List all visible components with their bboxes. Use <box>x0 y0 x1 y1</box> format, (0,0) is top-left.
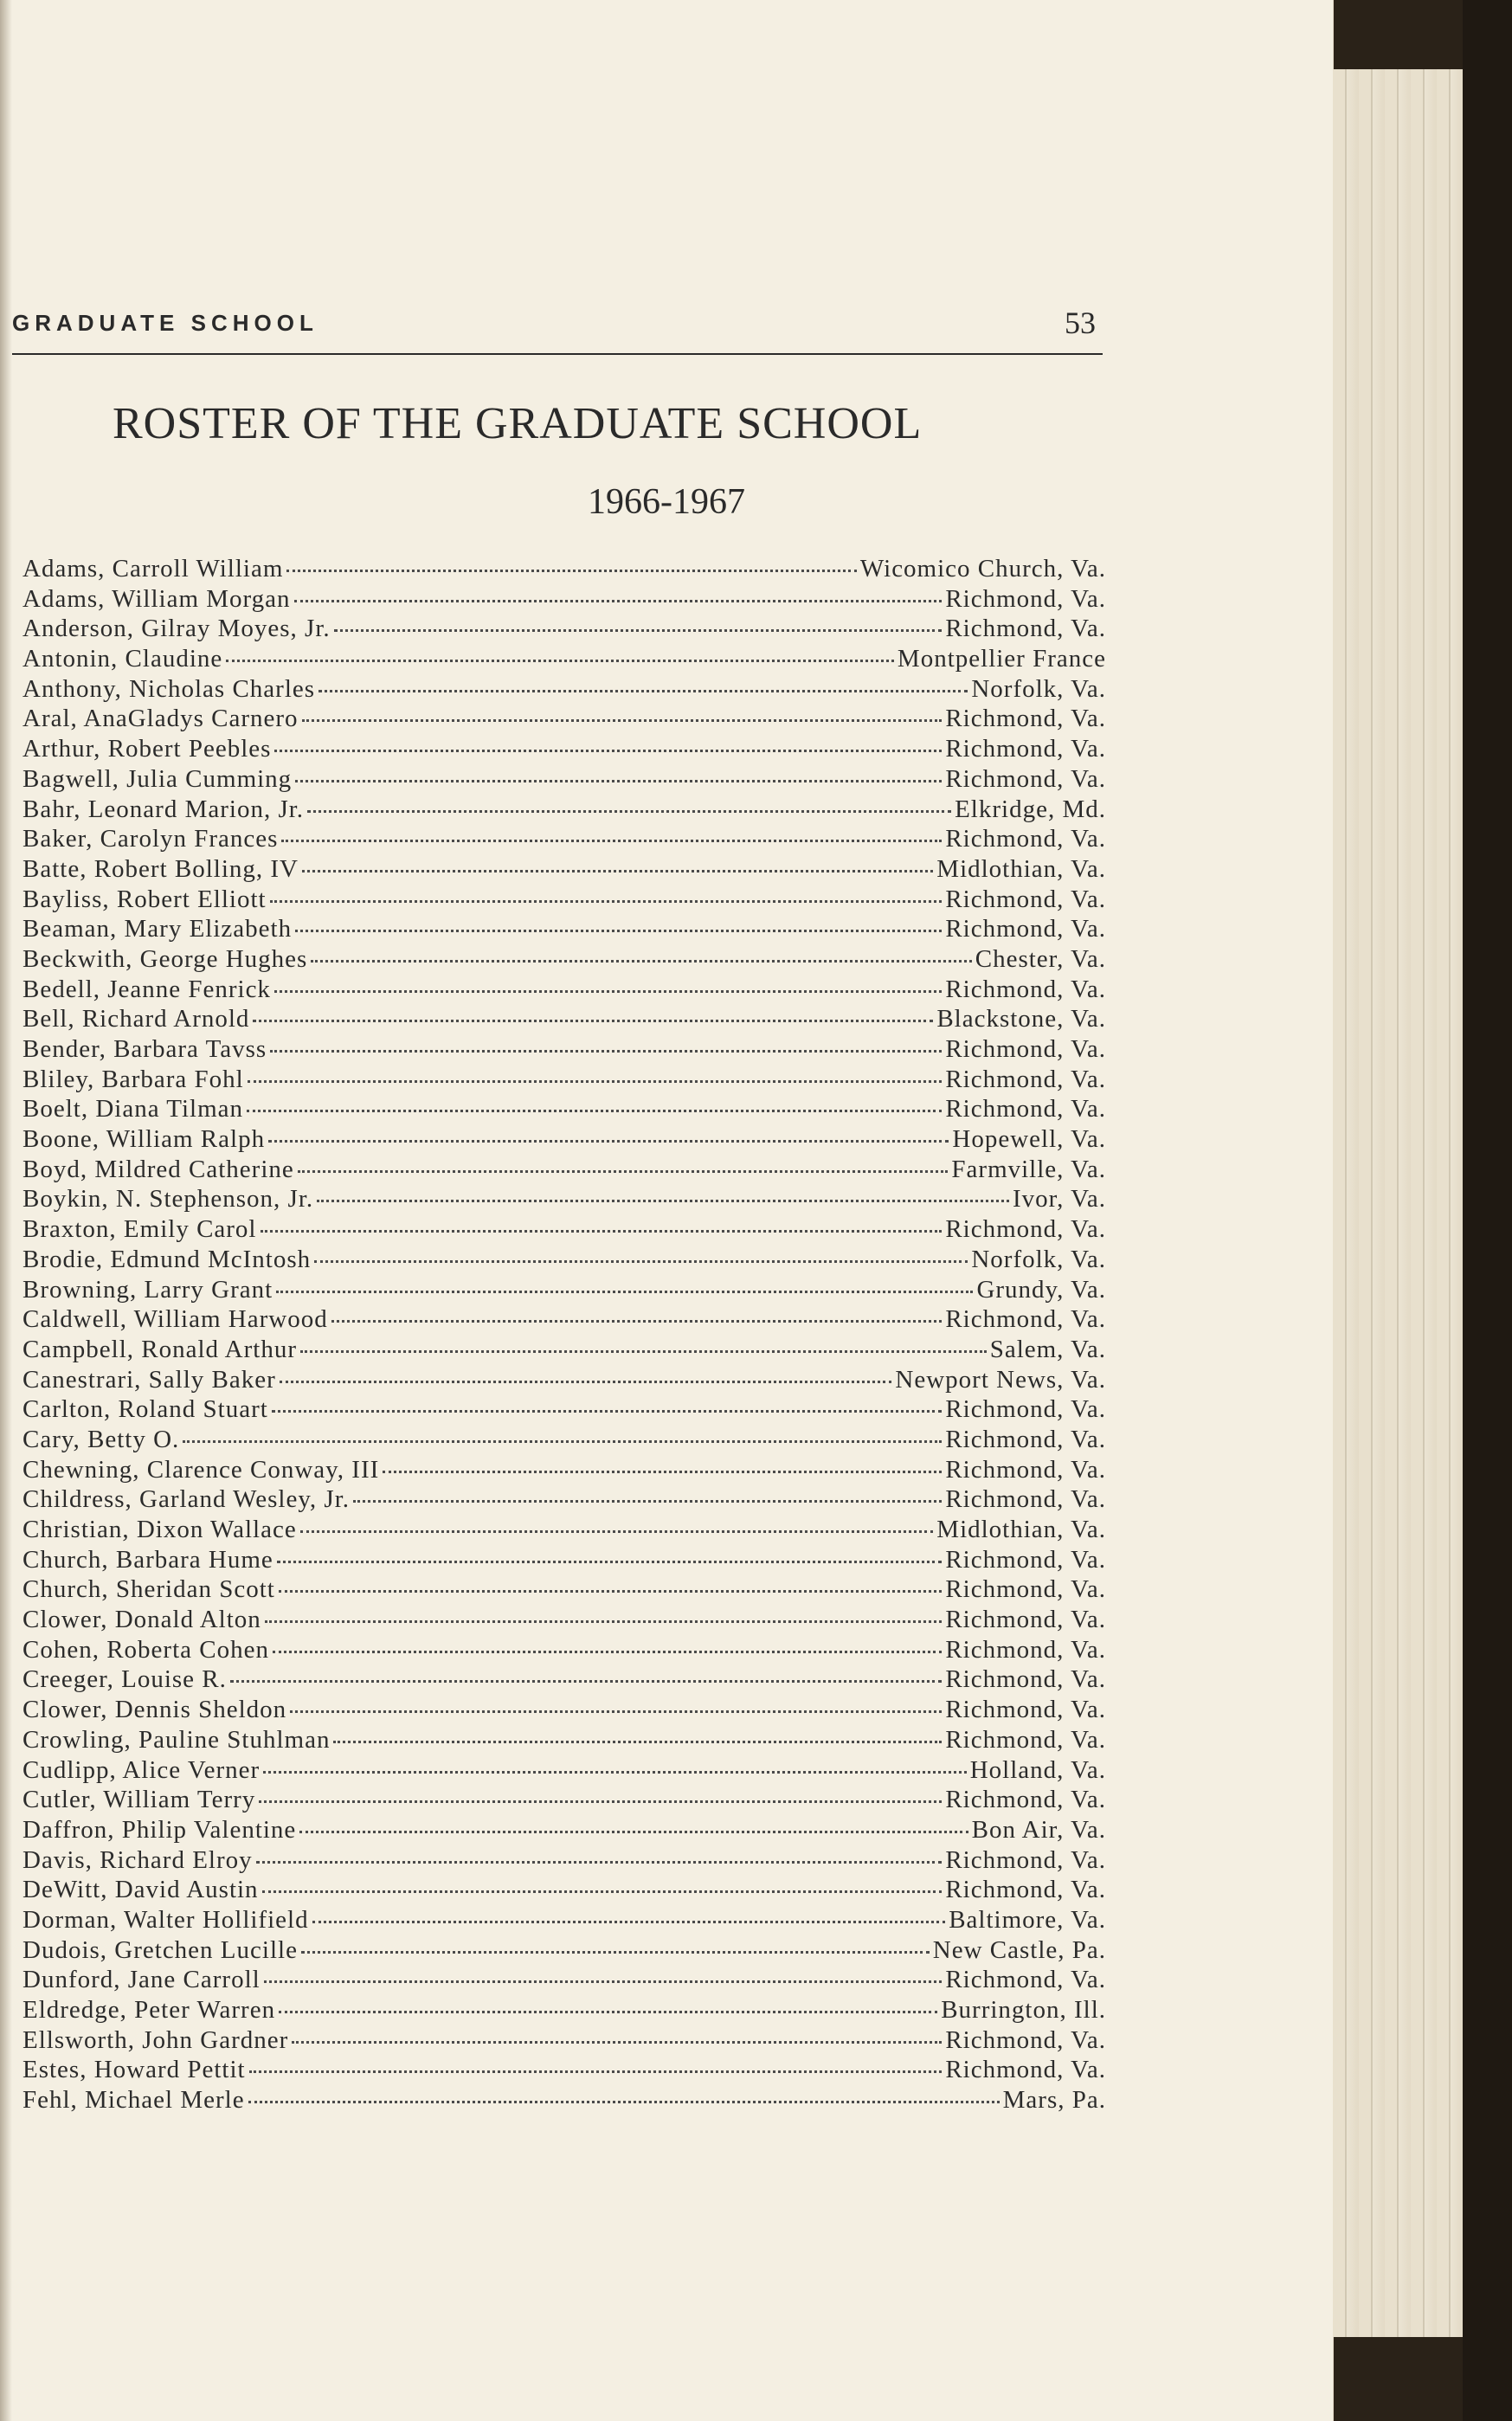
roster-entry <box>23 1456 1106 1486</box>
entry-place: Richmond, Va. <box>945 615 1106 643</box>
entry-place: Richmond, Va. <box>945 975 1106 1003</box>
entry-name: Bahr, Leonard Marion, Jr. <box>23 795 305 823</box>
entry-name: Chewning, Clarence Conway, III <box>23 1455 380 1484</box>
roster-entry <box>23 615 1106 645</box>
entry-place: Hopewell, Va. <box>952 1125 1106 1154</box>
entry-place: Richmond, Va. <box>945 1095 1106 1124</box>
dot-leader <box>331 1319 943 1323</box>
dot-leader <box>183 1439 942 1443</box>
roster-entry <box>23 825 1106 855</box>
dot-leader <box>262 1890 943 1893</box>
roster-entry <box>23 1215 1106 1246</box>
entry-name: Carlton, Roland Stuart <box>23 1395 268 1424</box>
entry-place: Richmond, Va. <box>945 1845 1106 1874</box>
dot-leader <box>264 1980 943 1983</box>
dot-leader <box>253 1019 933 1022</box>
dot-leader <box>307 809 951 813</box>
dot-leader <box>302 869 933 872</box>
dot-leader <box>279 1589 943 1593</box>
entry-place: Newport News, Va. <box>895 1365 1106 1394</box>
dot-leader <box>259 1800 942 1803</box>
entry-name: Church, Barbara Hume <box>23 1545 273 1574</box>
entry-place: Richmond, Va. <box>945 584 1106 613</box>
dot-leader <box>226 659 894 662</box>
roster-entry <box>23 1485 1106 1516</box>
entry-name: Ellsworth, John Gardner <box>23 2025 289 2054</box>
entry-name: Beaman, Mary Elizabeth <box>23 915 293 943</box>
entry-name: Adams, William Morgan <box>23 584 291 613</box>
entry-place: Richmond, Va. <box>945 1725 1106 1754</box>
entry-name: Clower, Dennis Sheldon <box>23 1696 287 1724</box>
roster-entry <box>23 1876 1106 1906</box>
dot-leader <box>268 1139 949 1143</box>
dot-leader <box>249 2070 943 2073</box>
dot-leader <box>300 1349 987 1353</box>
entry-place: Richmond, Va. <box>945 1786 1106 1814</box>
roster-entry <box>23 2026 1106 2057</box>
entry-place: Richmond, Va. <box>945 825 1106 853</box>
entry-place: Richmond, Va. <box>945 1455 1106 1484</box>
dot-leader <box>276 1290 973 1293</box>
roster-entry <box>23 1996 1106 2026</box>
entry-name: Bayliss, Robert Elliott <box>23 885 267 913</box>
entry-name: Boone, William Ralph <box>23 1125 266 1154</box>
dot-leader <box>295 929 942 932</box>
dot-leader <box>270 1049 942 1053</box>
entry-place: Richmond, Va. <box>945 1215 1106 1244</box>
entry-name: Estes, Howard Pettit <box>23 2056 246 2084</box>
roster-entry <box>23 1426 1106 1456</box>
section-name: GRADUATE SCHOOL <box>12 310 318 336</box>
entry-place: Midlothian, Va. <box>936 1516 1106 1543</box>
entry-name: Arthur, Robert Peebles <box>23 735 272 763</box>
entry-name: Adams, Carroll William <box>23 555 284 583</box>
page-number: 53 <box>1065 306 1096 340</box>
roster-entry <box>23 1395 1106 1426</box>
entry-place: Richmond, Va. <box>945 1876 1106 1904</box>
roster-entry <box>23 2086 1106 2116</box>
entry-name: Cudlipp, Alice Verner <box>23 1755 261 1784</box>
dot-leader <box>300 1529 934 1533</box>
dot-leader <box>272 1409 943 1413</box>
entry-place: Norfolk, Va. <box>971 1245 1106 1273</box>
entry-name: DeWitt, David Austin <box>23 1876 259 1904</box>
roster-entry <box>23 1696 1106 1726</box>
roster-entry <box>23 1936 1106 1967</box>
dot-leader <box>279 2010 937 2013</box>
running-head <box>12 305 1103 355</box>
entry-name: Canestrari, Sally Baker <box>23 1365 276 1394</box>
page-stack-edges <box>1333 69 1463 2337</box>
entry-place: Richmond, Va. <box>945 1635 1106 1664</box>
dot-leader <box>383 1470 942 1473</box>
dot-leader <box>312 1920 946 1923</box>
roster-entry <box>23 2056 1106 2086</box>
roster-entry <box>23 885 1106 916</box>
dot-leader <box>247 1109 942 1112</box>
entry-place: Richmond, Va. <box>945 1696 1106 1724</box>
roster-entry <box>23 1846 1106 1877</box>
dot-leader <box>248 1079 943 1083</box>
entry-name: Creeger, Louise R. <box>23 1665 227 1694</box>
roster-entry <box>23 1906 1106 1936</box>
entry-place: Richmond, Va. <box>945 1485 1106 1514</box>
entry-name: Cary, Betty O. <box>23 1425 180 1453</box>
entry-name: Cutler, William Terry <box>23 1786 256 1814</box>
roster-entry <box>23 855 1106 885</box>
entry-name: Bliley, Barbara Fohl <box>23 1065 244 1093</box>
roster-entry <box>23 1066 1106 1096</box>
entry-name: Dudois, Gretchen Lucille <box>23 1935 298 1964</box>
roster-entry <box>23 1636 1106 1666</box>
entry-name: Dorman, Walter Hollifield <box>23 1905 309 1934</box>
dot-leader <box>311 959 971 963</box>
roster-entry <box>23 1125 1106 1156</box>
roster-entry <box>23 1516 1106 1546</box>
roster-entry <box>23 1366 1106 1396</box>
roster-entry <box>23 1095 1106 1125</box>
entry-name: Campbell, Ronald Arthur <box>23 1335 297 1363</box>
entry-place: Blackstone, Va. <box>936 1005 1106 1033</box>
entry-name: Brodie, Edmund McIntosh <box>23 1245 312 1273</box>
dot-leader <box>299 1830 968 1833</box>
background-edge <box>1463 0 1512 2421</box>
roster-entry <box>23 1005 1106 1035</box>
entry-place: Wicomico Church, Va. <box>859 555 1106 583</box>
dot-leader <box>274 989 942 993</box>
roster-entry <box>23 1336 1106 1366</box>
entry-name: Aral, AnaGladys Carnero <box>23 705 299 733</box>
entry-place: Richmond, Va. <box>945 885 1106 913</box>
dot-leader <box>261 1229 943 1233</box>
entry-place: Richmond, Va. <box>945 2056 1106 2084</box>
entry-name: Boelt, Diana Tilman <box>23 1095 244 1124</box>
entry-name: Dunford, Jane Carroll <box>23 1966 261 1994</box>
entry-place: Baltimore, Va. <box>949 1905 1106 1934</box>
entry-place: Richmond, Va. <box>945 1305 1106 1334</box>
entry-name: Cohen, Roberta Cohen <box>23 1635 269 1664</box>
dot-leader <box>277 1560 943 1563</box>
roster-entry <box>23 765 1106 795</box>
dot-leader <box>248 2100 1000 2103</box>
roster-entry <box>23 1966 1106 1996</box>
roster-entry <box>23 1665 1106 1696</box>
entry-place: Ivor, Va. <box>1013 1185 1106 1214</box>
dot-leader <box>295 779 942 782</box>
entry-name: Antonin, Claudine <box>23 645 223 673</box>
roster-entry <box>23 1726 1106 1756</box>
entry-name: Caldwell, William Harwood <box>23 1305 328 1334</box>
dot-leader <box>281 839 942 842</box>
roster-entry <box>23 1246 1106 1276</box>
entry-place: Montpellier France <box>897 645 1106 673</box>
roster-entry <box>23 1756 1106 1787</box>
entry-name: Christian, Dixon Wallace <box>23 1516 297 1543</box>
dot-leader <box>302 718 943 722</box>
entry-place: Richmond, Va. <box>945 705 1106 733</box>
entry-place: Grundy, Va. <box>976 1275 1106 1304</box>
academic-years: 1966-1967 <box>588 482 745 522</box>
entry-place: Salem, Va. <box>989 1335 1106 1363</box>
entry-name: Bender, Barbara Tavss <box>23 1035 267 1063</box>
roster-list <box>23 555 1106 2116</box>
roster-entry <box>23 1575 1106 1606</box>
entry-place: Richmond, Va. <box>945 1575 1106 1604</box>
entry-place: Richmond, Va. <box>945 1425 1106 1453</box>
entry-name: Baker, Carolyn Frances <box>23 825 279 853</box>
dot-leader <box>270 899 943 903</box>
entry-place: Richmond, Va. <box>945 1065 1106 1093</box>
entry-name: Eldredge, Peter Warren <box>23 1996 276 2024</box>
entry-place: Richmond, Va. <box>945 1966 1106 1994</box>
entry-place: Midlothian, Va. <box>936 854 1106 883</box>
dot-leader <box>280 1380 892 1383</box>
entry-place: Richmond, Va. <box>945 735 1106 763</box>
entry-place: Richmond, Va. <box>945 915 1106 943</box>
entry-name: Fehl, Michael Merle <box>23 2086 245 2115</box>
dot-leader <box>292 2040 942 2044</box>
entry-name: Daffron, Philip Valentine <box>23 1815 297 1844</box>
roster-entry <box>23 585 1106 615</box>
entry-place: Norfolk, Va. <box>971 674 1106 703</box>
roster-entry <box>23 1786 1106 1816</box>
entry-name: Clower, Donald Alton <box>23 1606 261 1634</box>
dot-leader <box>314 1259 968 1263</box>
dot-leader <box>274 749 942 752</box>
entry-place: New Castle, Pa. <box>932 1935 1106 1964</box>
dot-leader <box>333 1740 942 1743</box>
entry-name: Anderson, Gilray Moyes, Jr. <box>23 615 331 643</box>
dot-leader <box>318 689 968 692</box>
roster-entry <box>23 1185 1106 1215</box>
entry-name: Bedell, Jeanne Fenrick <box>23 975 271 1003</box>
dot-leader <box>286 569 857 572</box>
entry-name: Bagwell, Julia Cumming <box>23 764 293 793</box>
dot-leader <box>294 599 943 602</box>
entry-place: Farmville, Va. <box>951 1155 1106 1183</box>
roster-entry <box>23 1156 1106 1186</box>
dot-leader <box>334 628 943 632</box>
dot-leader <box>290 1710 942 1713</box>
roster-entry <box>23 1606 1106 1636</box>
roster-entry <box>23 1816 1106 1846</box>
dot-leader <box>298 1169 949 1173</box>
entry-name: Childress, Garland Wesley, Jr. <box>23 1485 351 1514</box>
entry-place: Burrington, Ill. <box>941 1996 1106 2024</box>
roster-entry <box>23 1276 1106 1306</box>
dot-leader <box>301 1950 930 1954</box>
entry-place: Richmond, Va. <box>945 1545 1106 1574</box>
roster-entry <box>23 555 1106 585</box>
dot-leader <box>263 1770 967 1774</box>
entry-place: Richmond, Va. <box>945 1035 1106 1063</box>
roster-entry <box>23 735 1106 765</box>
entry-name: Braxton, Emily Carol <box>23 1215 257 1244</box>
entry-name: Batte, Robert Bolling, IV <box>23 854 299 883</box>
dot-leader <box>353 1499 942 1503</box>
entry-place: Chester, Va. <box>975 944 1106 973</box>
roster-entry <box>23 915 1106 945</box>
entry-place: Bon Air, Va. <box>971 1815 1106 1844</box>
dot-leader <box>230 1679 942 1683</box>
page-gutter <box>0 0 12 2421</box>
roster-entry <box>23 1546 1106 1576</box>
entry-name: Boyd, Mildred Catherine <box>23 1155 294 1183</box>
dot-leader <box>256 1860 943 1864</box>
entry-place: Richmond, Va. <box>945 764 1106 793</box>
entry-name: Davis, Richard Elroy <box>23 1845 253 1874</box>
entry-name: Bell, Richard Arnold <box>23 1005 250 1033</box>
page-title: ROSTER OF THE GRADUATE SCHOOL <box>113 399 923 448</box>
entry-name: Anthony, Nicholas Charles <box>23 674 316 703</box>
entry-place: Richmond, Va. <box>945 1665 1106 1694</box>
entry-name: Beckwith, George Hughes <box>23 944 308 973</box>
entry-place: Richmond, Va. <box>945 1395 1106 1424</box>
roster-entry <box>23 975 1106 1006</box>
roster-entry <box>23 1305 1106 1336</box>
roster-entry <box>23 645 1106 675</box>
entry-place: Holland, Va. <box>969 1755 1106 1784</box>
entry-place: Elkridge, Md. <box>955 795 1106 823</box>
entry-name: Church, Sheridan Scott <box>23 1575 275 1604</box>
entry-name: Browning, Larry Grant <box>23 1275 273 1304</box>
roster-entry <box>23 675 1106 705</box>
dot-leader <box>273 1650 942 1653</box>
entry-place: Richmond, Va. <box>945 2025 1106 2054</box>
roster-entry <box>23 945 1106 975</box>
entry-name: Crowling, Pauline Stuhlman <box>23 1725 331 1754</box>
entry-name: Boykin, N. Stephenson, Jr. <box>23 1185 314 1214</box>
roster-entry <box>23 705 1106 735</box>
dot-leader <box>265 1619 943 1623</box>
dot-leader <box>317 1199 1009 1202</box>
roster-entry <box>23 795 1106 826</box>
roster-entry <box>23 1035 1106 1066</box>
entry-place: Mars, Pa. <box>1002 2086 1106 2115</box>
entry-place: Richmond, Va. <box>945 1606 1106 1634</box>
